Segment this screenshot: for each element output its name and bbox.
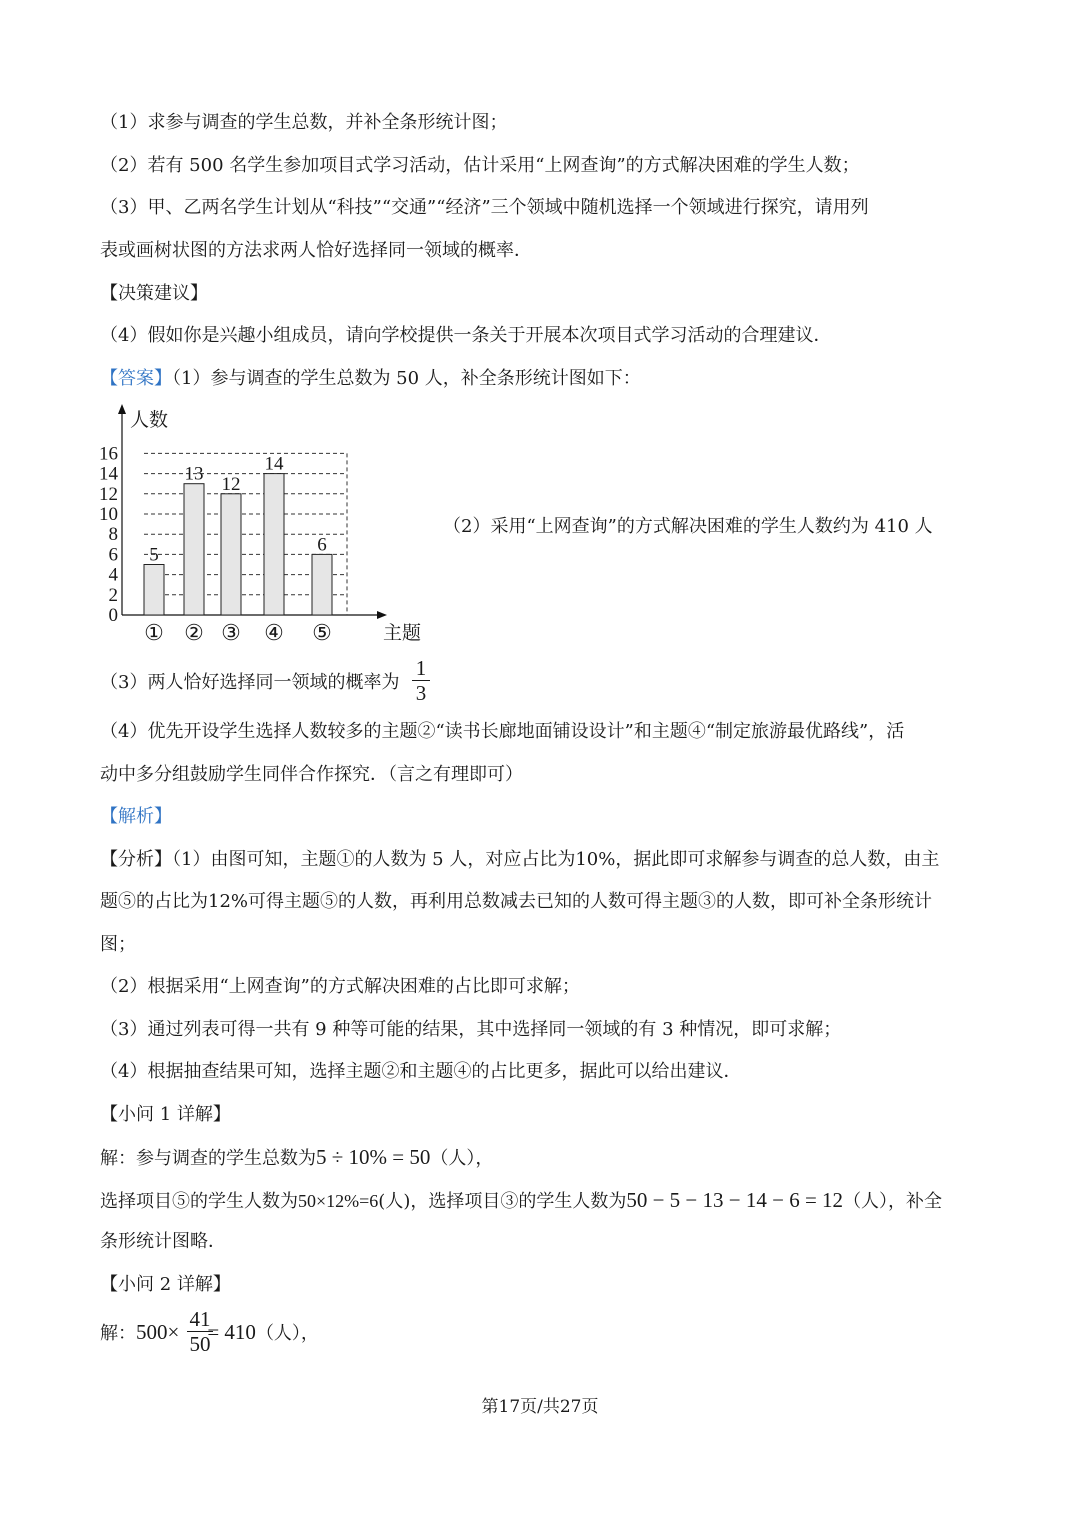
bar-value-label: 6 (317, 534, 327, 556)
bar (184, 484, 204, 615)
x-tick-label: ③ (221, 620, 241, 645)
x-tick-label: ① (144, 620, 164, 645)
detail-2-fraction-denominator: 50 (189, 1332, 211, 1356)
detail-1-line-2-c: （人），补全 (843, 1191, 943, 1212)
x-axis-arrow (377, 611, 387, 619)
y-tick-label: 6 (108, 544, 118, 566)
answer-4-line-2: 动中多分组鼓励学生同伴合作探究．（言之有理即可） (100, 764, 523, 785)
analysis-point-4: （4）根据抽查结果可知，选择主题②和主题④的占比更多，据此可以给出建议． (100, 1061, 742, 1082)
detail-2-math-right: = 410 (207, 1320, 256, 1344)
y-tick-label: 0 (108, 605, 118, 626)
y-axis-arrow (118, 404, 126, 414)
bar-value-label: 12 (221, 473, 241, 495)
question-3-line-2: 表或画树状图的方法求两人恰好选择同一领域的概率． (100, 240, 532, 261)
fraction-denominator: 3 (415, 681, 427, 705)
x-tick-label: ④ (264, 620, 284, 645)
detail-1-math-3: 50 − 5 − 13 − 14 − 6 = 12 (626, 1188, 844, 1212)
y-tick-label: 12 (99, 483, 118, 505)
bar (221, 494, 241, 615)
answer-1-line (100, 367, 641, 391)
detail-1-line-2 (100, 1188, 942, 1214)
analysis-line-2: 题⑤的占比为12%可得主题⑤的人数，再利用总数减去已知的人数可得主题③的人数，即可补全条形统计 (100, 891, 933, 912)
y-tick-label: 2 (108, 584, 118, 606)
bar-value-label: 13 (184, 463, 204, 485)
detail-2-fraction-numerator: 41 (189, 1307, 211, 1331)
y-tick-label: 8 (108, 524, 118, 546)
x-axis-label: 主题 (383, 623, 422, 644)
fraction-numerator: 1 (415, 656, 427, 680)
detail-2-fraction (187, 1308, 213, 1355)
y-tick-label: 14 (99, 463, 118, 485)
x-tick-label: ⑤ (312, 620, 332, 645)
y-tick-label: 10 (99, 504, 118, 525)
page-footer: 第17页/共27页 (481, 1397, 599, 1417)
question-4: （4）假如你是兴趣小组成员，请向学校提供一条关于开展本次项目式学习活动的合理建议． (100, 325, 832, 346)
x-tick-label: ② (184, 620, 204, 645)
section-decision: 【决策建议】 (100, 283, 208, 304)
y-tick-label: 16 (99, 443, 118, 465)
analysis-line-3: 图； (100, 934, 136, 955)
analysis-point-2: （2）根据采用“上网查询”的方式解决困难的占比即可求解； (100, 976, 580, 997)
detail-1-solution (100, 1145, 493, 1171)
detail-1-line-2-a: 选择项目⑤的学生人数为 (100, 1191, 298, 1212)
detail-1-math-2: 50×12%=6 (298, 1191, 379, 1211)
answer-4-line-1: （4）优先开设学生选择人数较多的主题②“读书长廊地面铺设设计”和主题④“制定旅游最优路线”，活 (100, 721, 905, 742)
detail-1-prefix: 解：参与调查的学生总数为 (100, 1148, 316, 1169)
detail-2-suffix: （人）， (255, 1323, 319, 1344)
detail-2-math-left: 500× (136, 1320, 180, 1344)
detail-2-label: 【小问 2 详解】 (100, 1274, 231, 1295)
answer-3: （3）两人恰好选择同一领域的概率为 (100, 672, 400, 693)
analysis-label: 【解析】 (100, 806, 172, 827)
answer-label: 【答案】 (100, 368, 172, 389)
analysis-line-1: 【分析】（1）由图可知，主题①的人数为 5 人，对应占比为10%，据此即可求解参与调查的总人数，由主 (100, 849, 940, 870)
answer-3-fraction (412, 657, 430, 704)
question-2: （2）若有 500 名学生参加项目式学习活动，估计采用“上网查询”的方式解决困难的学生人数； (100, 155, 860, 176)
bar-value-label: 5 (149, 544, 159, 566)
bar-chart (96, 402, 422, 652)
bar-value-label: 14 (264, 453, 284, 475)
detail-1-label: 【小问 1 详解】 (100, 1104, 231, 1125)
y-tick-label: 4 (108, 564, 118, 586)
detail-1-line-2-b: (人)，选择项目③的学生人数为 (378, 1191, 627, 1212)
answer-1: （1）参与调查的学生总数为 50 人，补全条形统计图如下： (172, 368, 641, 389)
bar (264, 474, 284, 615)
answer-2: （2）采用“上网查询”的方式解决困难的学生人数约为 410 人 (443, 516, 933, 537)
detail-2-prefix: 解： (100, 1323, 136, 1344)
y-axis-label: 人数 (130, 410, 169, 431)
analysis-point-3: （3）通过列表可得一共有 9 种等可能的结果，其中选择同一领域的有 3 种情况，即可求解； (100, 1019, 842, 1040)
detail-1-math: 5 ÷ 10% = 50 (316, 1145, 431, 1169)
detail-1-line-3: 条形统计图略． (100, 1231, 226, 1252)
bar (312, 554, 332, 615)
question-1: （1）求参与调查的学生总数，并补全条形统计图； (100, 112, 508, 133)
bar (144, 565, 164, 616)
detail-1-suffix: （人）， (430, 1148, 494, 1169)
question-3-line-1: （3）甲、乙两名学生计划从“科技”“交通”“经济”三个领域中随机选择一个领域进行探究，请用列 (100, 197, 869, 218)
